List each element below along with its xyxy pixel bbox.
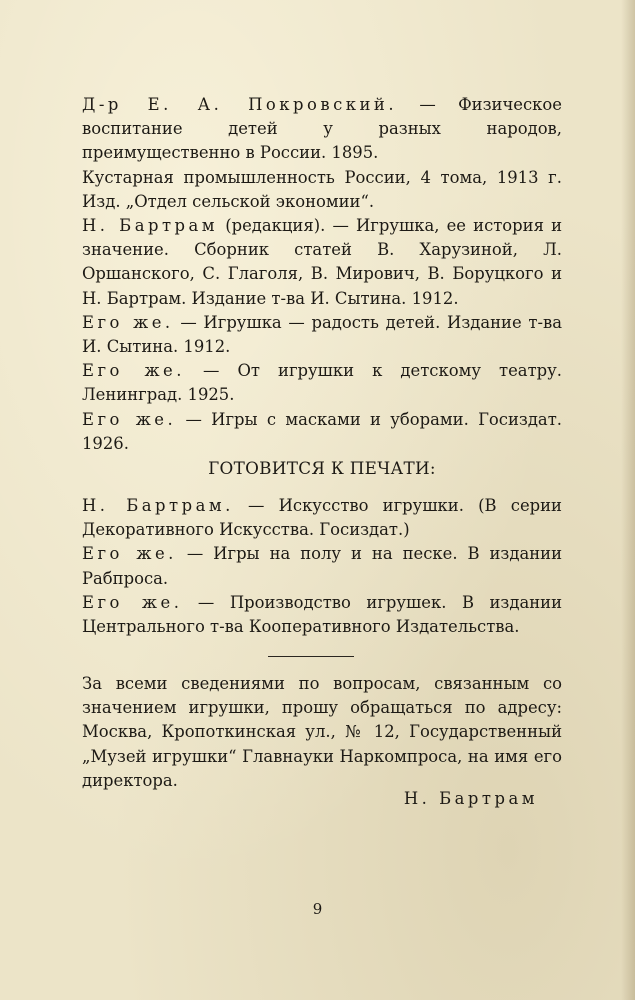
entry-text: — Физическое воспитание детей у разных народов, преимущественно в России. 1895.	[82, 95, 562, 163]
entry-author: Д-р Е. А. Покровский.	[82, 95, 398, 114]
entry-text: — Игрушка — радость детей. Издание т-ва И. Сытина. 1912.	[82, 312, 562, 357]
notice-paragraph: За всеми сведениями по вопросам, связанным со значением игрушки, прошу обращаться по адресу: Москва, Кропоткинская ул., № 12, Государственный „Музей игрушки“ Главнауки Наркомпроса, на имя его директора.	[82, 674, 562, 790]
entry-text: — От игрушки к детскому театру. Ленинград. 1925.	[82, 361, 562, 405]
entry-text: — Искусство игрушки. (В серии Декоративного Искусства. Госиздат.)	[82, 496, 562, 540]
entry-text: (редакция). — Игрушка, ее история и значение. Сборник статей В. Харузиной, Л. Оршанского, С. Глаголя, В. Мирович, В. Боруцкого и Н. Бартрам. Издание т-ва И. Сытина. 1912.	[82, 216, 563, 308]
entry-text: — Производство игрушек. В издании Центрального т-ва Кооперативного Издательства.	[82, 592, 562, 637]
forthcoming-entry	[82, 542, 562, 590]
forthcoming-entry	[82, 591, 562, 639]
forthcoming-heading: ГОТОВИТСЯ К ПЕЧАТИ:	[208, 458, 436, 478]
entry-text: Кустарная промышленность России, 4 тома, 1913 г. Изд. „Отдел сельской экономии“.	[82, 167, 562, 211]
page-spine-shadow	[621, 0, 635, 1000]
page-number: 9	[312, 900, 323, 918]
entry-author: Н. Бартрам	[82, 216, 219, 236]
entry-author: Его же.	[82, 544, 177, 564]
forthcoming-entry	[82, 494, 562, 542]
entry-author: Н. Бартрам.	[82, 496, 234, 515]
section-divider	[268, 656, 354, 657]
entry-author: Его же.	[82, 312, 174, 332]
entry-author: Его же.	[82, 592, 183, 612]
bibliography-entry	[82, 214, 562, 311]
bibliography-entry	[82, 408, 562, 456]
entry-text: — Игры на полу и на песке. В издании Рабпроса.	[82, 544, 562, 588]
bibliography-entry	[82, 166, 562, 214]
entry-author: Его же.	[82, 409, 177, 429]
bibliography-entry	[82, 93, 562, 166]
bibliography-entry	[82, 359, 562, 407]
bibliography-entry	[82, 311, 562, 359]
entry-text: — Игры с масками и уборами. Госиздат. 1926.	[82, 409, 562, 453]
bibliography-list	[82, 93, 562, 456]
contact-notice	[82, 672, 562, 793]
entry-author: Его же.	[82, 361, 185, 381]
signature: Н. Бартрам	[403, 789, 538, 808]
forthcoming-list	[82, 494, 562, 639]
